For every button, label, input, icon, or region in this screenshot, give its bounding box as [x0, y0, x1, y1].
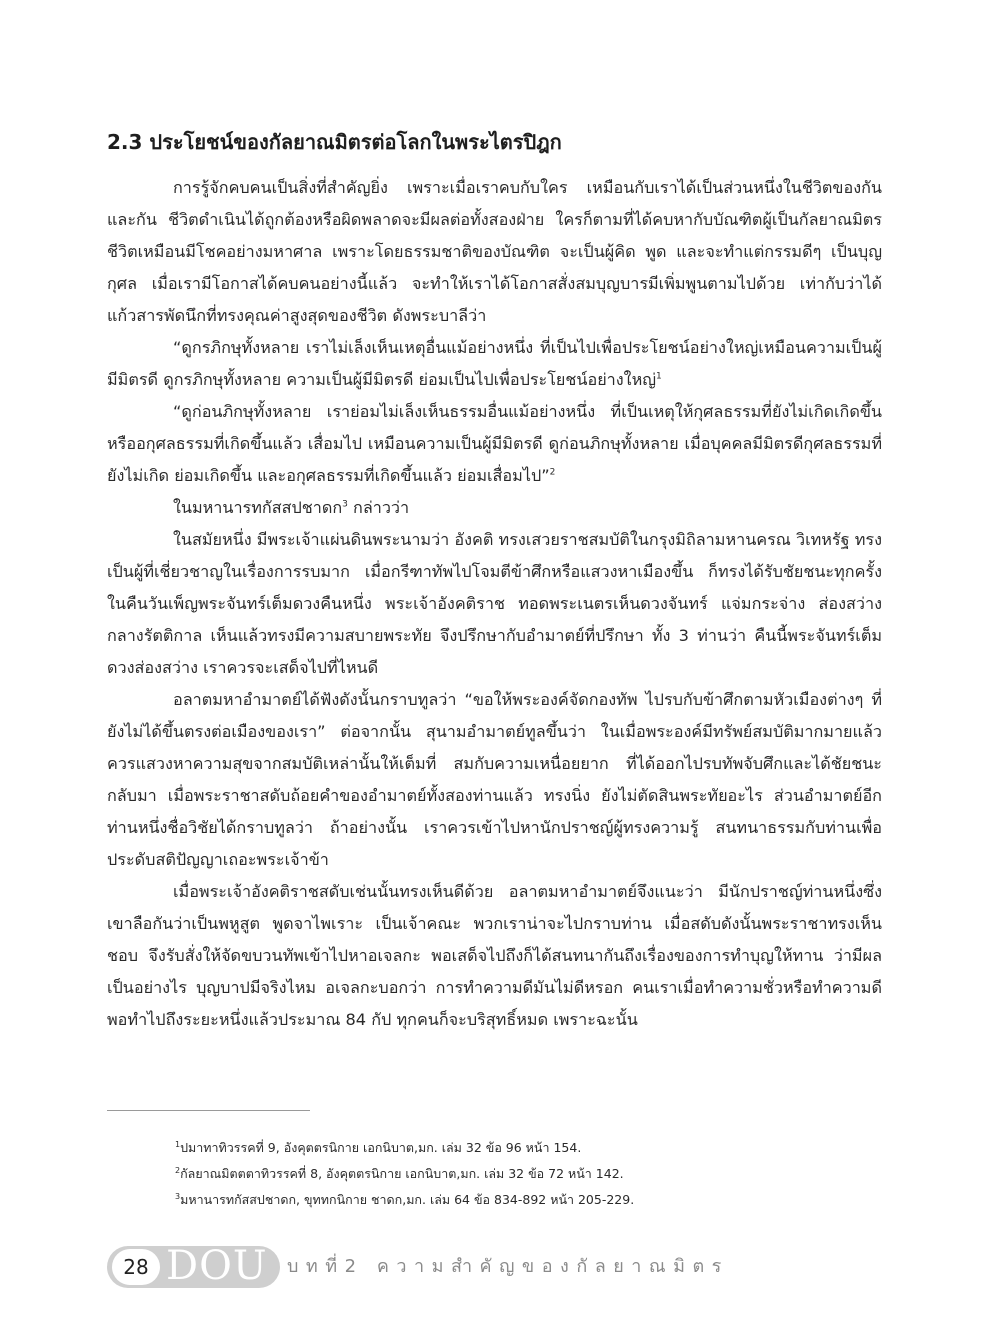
- paragraph-story-1: ในสมัยหนึ่ง มีพระเจ้าแผ่นดินพระนามว่า อังคติ ทรงเสวยราชสมบัติในกรุงมิถิลามหานครณ วิเทหรัฐ ทรงเป็นผู้ที่เชี่ยวชาญในเรื่องการรบมาก เมื่อกรีฑาทัพไปโจมตีข้าศึกหรือแสวงหาเมืองขึ้น ก็ทรงได้รับชัยชนะทุกครั้ง ในคืนวันเพ็ญพระจันทร์เต็มดวงคืนหนึ่ง พระเจ้าอังคติราช ทอดพระเนตรเห็นดวงจันทร์ แจ่มกระจ่าง ส่องสว่างกลางรัตติกาล เห็นแล้วทรงมีความสบายพระทัย จึงปรึกษากับอำมาตย์ที่ปรึกษา ทั้ง 3 ท่านว่า คืนนี้พระจันทร์เต็มดวงส่องสว่าง เราควรจะเสด็จไปที่ไหนดี: [107, 530, 882, 677]
- footnote-number: 3: [175, 1191, 181, 1201]
- footnote-item: [175, 1161, 634, 1187]
- footnote-ref-1: 1: [656, 371, 662, 382]
- page-number: 28: [112, 1249, 160, 1285]
- footnote-text: ปมาทาทิวรรคที่ 9, อังคุตตรนิกาย เอกนิบาต,มก. เล่ม 32 ข้อ 96 หน้า 154.: [180, 1140, 582, 1155]
- quote-1-text: “ดูกรภิกษุทั้งหลาย เราไม่เล็งเห็นเหตุอื่นแม้อย่างหนึ่ง ที่เป็นไปเพื่อประโยชน์อย่างใหญ่เหมือนความเป็นผู้มีมิตรดี ดูกรภิกษุทั้งหลาย ความเป็นผู้มีมิตรดี ย่อมเป็นไปเพื่อประโยชน์อย่างใหญ่: [107, 338, 882, 389]
- footnote-item: [175, 1135, 634, 1161]
- footnote-number: 1: [175, 1139, 181, 1149]
- paragraph-intro: การรู้จักคบคนเป็นสิ่งที่สำคัญยิ่ง เพราะเมื่อเราคบกับใคร เหมือนกับเราได้เป็นส่วนหนึ่งในชีวิตของกันและกัน ชีวิตดำเนินได้ถูกต้องหรือผิดพลาดจะมีผลต่อทั้งสองฝ่าย ใครก็ตามที่ได้คบหากับบัณฑิตผู้เป็นกัลยาณมิตร ชีวิตเหมือนมีโชคอย่างมหาศาล เพราะโดยธรรมชาติของบัณฑิต จะเป็นผู้คิด พูด และจะทำแต่กรรมดีๆ เป็นบุญกุศล เมื่อเรามีโอกาสได้คบคนอย่างนี้แล้ว จะทำให้เราได้โอกาสสั่งสมบุญบารมีเพิ่มพูนตามไปด้วย เท่ากับว่าได้แก้วสารพัดนึกที่ทรงคุณค่าสูงสุดของชีวิต ดังพระบาลีว่า: [107, 178, 882, 325]
- paragraph-quote-2: [107, 396, 882, 492]
- paragraph-story-2: อลาตมหาอำมาตย์ได้ฟังดังนั้นกราบทูลว่า “ขอให้พระองค์จัดกองทัพ ไปรบกับข้าศึกตามหัวเมืองต่างๆ ที่ยังไม่ได้ขึ้นตรงต่อเมืองของเรา” ต่อจากนั้น สุนามอำมาตย์ทูลขึ้นว่า ในเมื่อพระองค์มีทรัพย์สมบัติมากมายแล้ว ควรแสวงหาความสุขจากสมบัติเหล่านั้นให้เต็มที่ สมกับความเหนื่อยยาก ที่ได้ออกไปรบทัพจับศึกและได้ชัยชนะกลับมา เมื่อพระราชาสดับถ้อยคำของอำมาตย์ทั้งสองท่านแล้ว ทรงนิ่ง ยังไม่ตัดสินพระทัยอะไร ส่วนอำมาตย์อีกท่านหนึ่งชื่อวิชัยได้กราบทูลว่า ถ้าอย่างนั้น เราควรเข้าไปหานักปราชญ์ผู้ทรงความรู้ สนทนาธรรมกับท่านเพื่อประดับสติปัญญาเถอะพระเจ้าข้า: [107, 690, 882, 869]
- paragraph-jataka-intro: [107, 492, 882, 524]
- footnote-ref-2: 2: [549, 467, 556, 478]
- paragraph-quote-1: [107, 332, 882, 396]
- footnotes: [175, 1135, 634, 1213]
- quote-2-text: “ดูก่อนภิกษุทั้งหลาย เราย่อมไม่เล็งเห็นธรรมอื่นแม้อย่างหนึ่ง ที่เป็นเหตุให้กุศลธรรมที่ยังไม่เกิดเกิดขึ้นหรืออกุศลธรรมที่เกิดขึ้นแล้ว เสื่อมไป เหมือนความเป็นผู้มีมิตรดี ดูก่อนภิกษุทั้งหลาย เมื่อบุคคลมีมิตรดีกุศลธรรมที่ยังไม่เกิด ย่อมเกิดขึ้น และอกุศลธรรมที่เกิดขึ้นแล้ว ย่อมเสื่อมไป”: [107, 402, 882, 485]
- chapter-title: บทที่2 ความสำคัญของกัลยาณมิตร: [287, 1256, 729, 1277]
- jataka-intro-text: ในมหานารทกัสสปชาดก: [173, 498, 343, 517]
- footnote-divider: [107, 1110, 310, 1111]
- jataka-intro-tail: กล่าวว่า: [347, 498, 410, 517]
- footnote-item: [175, 1187, 634, 1213]
- footnote-ref-3: 3: [342, 499, 348, 510]
- footnote-text: มหานารทกัสสปชาดก, ขุททกนิกาย ชาดก,มก. เล่ม 64 ข้อ 834-892 หน้า 205-229.: [180, 1192, 635, 1207]
- dou-logo: DOU: [166, 1243, 268, 1289]
- footnote-number: 2: [175, 1165, 181, 1175]
- paragraph-story-3: เมื่อพระเจ้าอังคติราชสดับเช่นนั้นทรงเห็นดีด้วย อลาตมหาอำมาตย์จึงแนะว่า มีนักปราชญ์ท่านหนึ่งซึ่งเขาลือกันว่าเป็นพหูสูต พูดจาไพเราะ เป็นเจ้าคณะ พวกเราน่าจะไปกราบท่าน เมื่อสดับดังนั้นพระราชาทรงเห็นชอบ จึงรับสั่งให้จัดขบวนทัพเข้าไปหาอเจลกะ พอเสด็จไปถึงก็ได้สนทนากันถึงเรื่องของการทำบุญให้ทาน ว่ามีผลเป็นอย่างไร บุญบาปมีจริงไหม อเจลกะบอกว่า การทำความดีมันไม่ดีหรอก คนเราเมื่อทำความชั่วหรือทำความดี พอทำไปถึงระยะหนึ่งแล้วประมาณ 84 กัป ทุกคนก็จะบริสุทธิ์หมด เพราะฉะนั้น: [107, 882, 882, 1029]
- footnote-text: กัลยาณมิตตตาทิวรรคที่ 8, อังคุตตรนิกาย เอกนิบาต,มก. เล่ม 32 ข้อ 72 หน้า 142.: [180, 1166, 624, 1181]
- body-text: [107, 172, 882, 1036]
- section-heading: 2.3 ประโยชน์ของกัลยาณมิตรต่อโลกในพระไตรปิฎก: [107, 130, 562, 154]
